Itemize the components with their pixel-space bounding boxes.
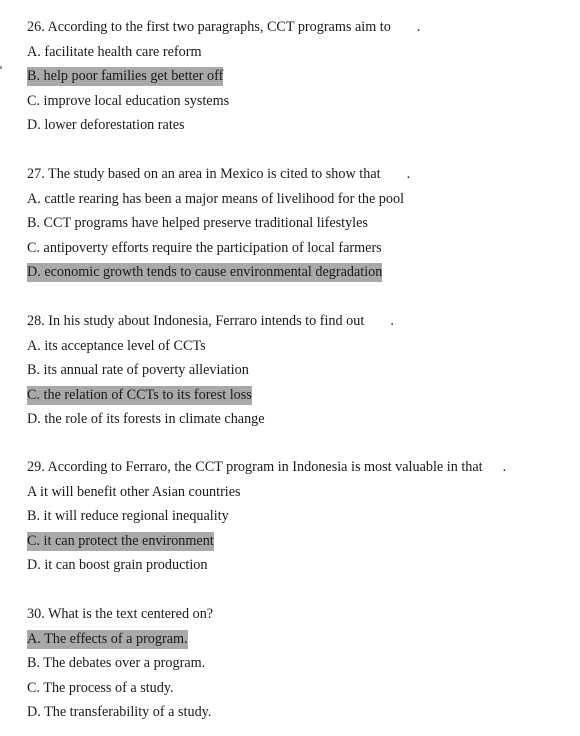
- option-a[interactable]: [27, 480, 567, 505]
- option-text: A it will benefit other Asian countries: [27, 483, 241, 500]
- option-text: A. its acceptance level of CCTs: [27, 337, 206, 354]
- option-text: D. lower deforestation rates: [27, 117, 185, 134]
- margin-mark: [0, 66, 2, 69]
- option-a[interactable]: [27, 40, 567, 65]
- question-stem: [27, 602, 567, 627]
- option-text: D. economic growth tends to cause environmental degradation: [27, 264, 383, 281]
- option-d[interactable]: [27, 260, 567, 285]
- option-c[interactable]: [27, 383, 567, 408]
- option-a[interactable]: [27, 334, 567, 359]
- option-b[interactable]: [27, 504, 567, 529]
- question-stem-text: 28. In his study about Indonesia, Ferraro intends to find out: [27, 313, 365, 329]
- option-text: C. it can protect the environment: [27, 532, 214, 549]
- question-stem-text: 29. According to Ferraro, the CCT program in Indonesia is most valuable in that: [27, 459, 483, 475]
- question-stem: [27, 455, 567, 480]
- option-text: D. it can boost grain production: [27, 557, 208, 574]
- option-b[interactable]: [27, 651, 567, 676]
- question-28: [27, 309, 567, 432]
- option-text: C. antipoverty efforts require the participation of local farmers: [27, 239, 382, 256]
- option-d[interactable]: [27, 113, 567, 138]
- option-text: D. The transferability of a study.: [27, 704, 212, 721]
- question-stem: [27, 15, 567, 40]
- option-text: B. its annual rate of poverty alleviation: [27, 362, 249, 379]
- question-30: [27, 602, 567, 725]
- option-c[interactable]: [27, 529, 567, 554]
- question-stem: [27, 309, 567, 334]
- option-text: C. The process of a study.: [27, 679, 174, 696]
- option-c[interactable]: [27, 676, 567, 701]
- option-a[interactable]: [27, 627, 567, 652]
- question-stem-end: .: [406, 166, 411, 182]
- option-text: D. the role of its forests in climate change: [27, 411, 265, 428]
- question-stem-end: .: [502, 459, 507, 475]
- option-c[interactable]: [27, 89, 567, 114]
- option-b[interactable]: [27, 64, 567, 89]
- option-text: B. it will reduce regional inequality: [27, 508, 229, 525]
- question-26: [27, 15, 567, 138]
- question-stem-text: 26. According to the first two paragraphs, CCT programs aim to: [27, 19, 391, 35]
- option-c[interactable]: [27, 236, 567, 261]
- option-d[interactable]: [27, 407, 567, 432]
- question-stem: [27, 162, 567, 187]
- option-b[interactable]: [27, 211, 567, 236]
- option-text: C. the relation of CCTs to its forest loss: [27, 386, 252, 403]
- option-a[interactable]: [27, 187, 567, 212]
- option-text: B. CCT programs have helped preserve traditional lifestyles: [27, 215, 368, 232]
- option-text: C. improve local education systems: [27, 92, 230, 109]
- option-text: B. The debates over a program.: [27, 655, 206, 672]
- option-b[interactable]: [27, 358, 567, 383]
- option-text: A. cattle rearing has been a major means of livelihood for the pool: [27, 190, 405, 207]
- question-stem-text: 30. What is the text centered on?: [27, 606, 214, 622]
- question-stem-end: .: [416, 19, 421, 35]
- question-stem-text: 27. The study based on an area in Mexico is cited to show that: [27, 166, 381, 182]
- option-d[interactable]: [27, 700, 567, 725]
- option-text: A. facilitate health care reform: [27, 43, 202, 60]
- question-29: [27, 455, 567, 578]
- option-d[interactable]: [27, 553, 567, 578]
- question-27: [27, 162, 567, 285]
- question-stem-end: .: [390, 313, 394, 329]
- option-text: B. help poor families get better off: [27, 68, 224, 85]
- option-text: A. The effects of a program.: [27, 630, 188, 647]
